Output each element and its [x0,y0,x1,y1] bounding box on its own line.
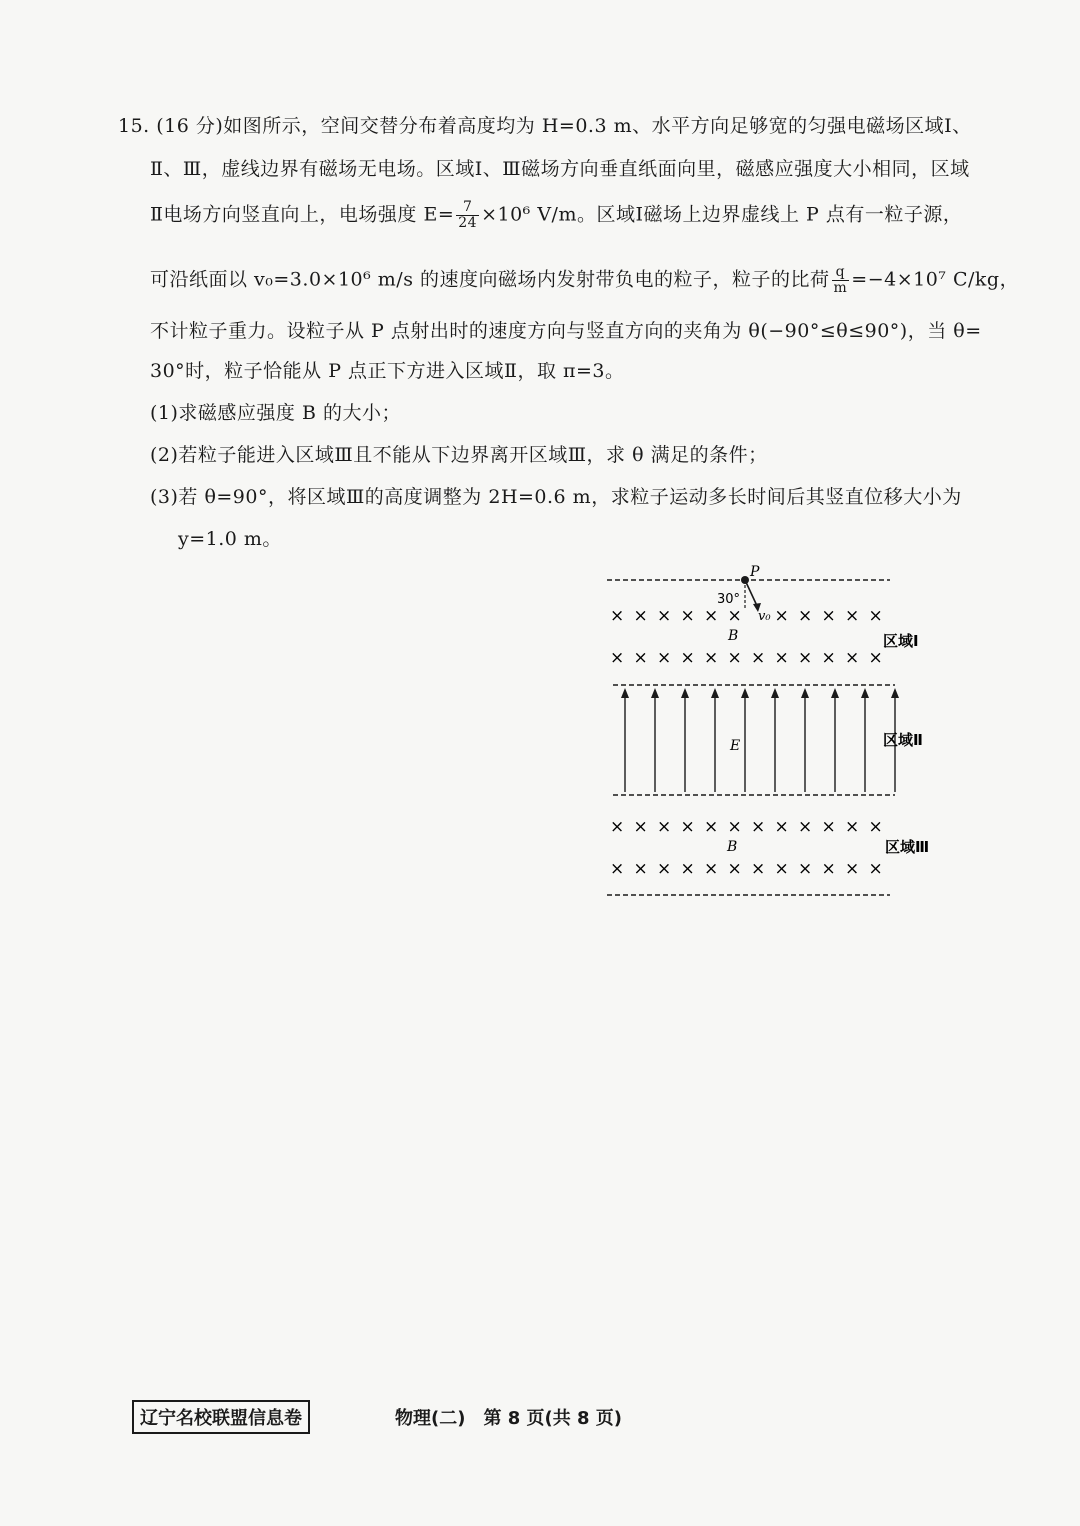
field-cross-mark: × [680,606,695,626]
field-cross-mark: × [727,817,742,837]
field-arrow-head [861,688,869,698]
label-e: E [730,738,741,754]
label-b-region-1: B [728,628,739,644]
magnetic-field-row-4 [610,859,883,879]
label-region-1: 区域Ⅰ [883,632,919,650]
field-cross-mark: × [727,859,742,879]
question-3-continued: y=1.0 m。 [178,528,282,550]
field-cross-mark: × [680,817,695,837]
field-cross-mark: × [633,648,648,668]
field-cross-mark: × [680,648,695,668]
field-cross-mark: × [633,606,648,626]
field-arrow-head [681,688,689,698]
field-cross-mark: × [657,648,672,668]
field-cross-mark: × [774,648,789,668]
field-arrow-head [891,688,899,698]
fraction-qm-numerator: q [832,265,850,281]
label-angle: 30° [717,592,741,607]
field-cross-mark: × [821,648,836,668]
problem-line-6: 30°时，粒子恰能从 P 点正下方进入区域Ⅱ，取 π=3。 [150,360,625,382]
field-cross-mark: × [657,859,672,879]
fraction-qm-denominator: m [833,280,848,296]
field-cross-mark: × [704,606,719,626]
field-arrow-head [771,688,779,698]
fraction-e [456,200,479,231]
field-cross-mark: × [751,817,766,837]
label-p: P [750,564,760,580]
problem-line-3-end: ×10⁶ V/m。区域Ⅰ磁场上边界虚线上 P 点有一粒子源， [481,203,963,226]
field-cross-mark: × [680,859,695,879]
field-cross-mark: × [633,817,648,837]
magnetic-field-row-3 [610,817,883,837]
field-cross-mark: × [774,606,789,626]
label-b-region-3: B [727,839,738,855]
problem-line-4-start: 可沿纸面以 v₀=3.0×10⁶ m/s 的速度向磁场内发射带负电的粒子，粒子的比荷 [150,268,830,291]
problem-line-5: 不计粒子重力。设粒子从 P 点射出时的速度方向与竖直方向的夹角为 θ(−90°≤θ≤90°)，当 θ= [150,320,982,342]
field-cross-mark: × [610,859,625,879]
field-cross-mark: × [704,859,719,879]
field-cross-mark: × [610,606,625,626]
fraction-e-numerator: 7 [456,200,479,216]
fraction-e-denominator: 24 [458,215,478,231]
problem-line-3 [150,200,962,231]
magnetic-field-row-1 [610,606,883,626]
field-arrow-head [651,688,659,698]
field-cross-mark: × [751,859,766,879]
question-2: (2)若粒子能进入区域Ⅲ且不能从下边界离开区域Ⅲ，求 θ 满足的条件； [150,444,768,466]
field-cross-mark: × [868,648,883,668]
field-cross-mark: × [821,859,836,879]
field-cross-mark: × [845,859,860,879]
field-cross-mark: × [704,648,719,668]
field-cross-mark: × [868,606,883,626]
label-region-3: 区域Ⅲ [885,838,930,856]
field-cross-mark: × [798,859,813,879]
field-cross-mark: × [868,817,883,837]
field-cross-mark: × [798,606,813,626]
field-diagram [595,560,945,910]
label-v0: v₀ [758,609,771,624]
footer-series-box: 辽宁名校联盟信息卷 [132,1400,310,1434]
fraction-qm [832,265,850,296]
problem-line-3-start: Ⅱ电场方向竖直向上，电场强度 E= [150,203,455,226]
field-arrow-head [801,688,809,698]
field-cross-mark: × [845,817,860,837]
problem-line-1: 15. (16 分)如图所示，空间交替分布着高度均为 H=0.3 m、水平方向足够宽的匀强电磁场区域Ⅰ、 [118,115,972,137]
field-cross-mark: × [751,648,766,668]
magnetic-field-row-2 [610,648,883,668]
field-cross-mark: × [657,817,672,837]
field-cross-mark: × [845,648,860,668]
footer-page-info: 物理(二) 第 8 页(共 8 页) [395,1408,623,1429]
label-region-2: 区域Ⅱ [883,731,923,749]
field-cross-mark: × [774,817,789,837]
field-cross-mark: × [845,606,860,626]
field-cross-mark: × [868,859,883,879]
field-arrow-head [621,688,629,698]
field-arrow-head [741,688,749,698]
field-cross-mark: × [774,859,789,879]
electric-field-arrows [621,688,899,792]
field-cross-mark: × [704,817,719,837]
field-cross-mark: × [633,859,648,879]
field-cross-mark: × [798,648,813,668]
field-cross-mark: × [798,817,813,837]
field-cross-mark: × [821,817,836,837]
field-cross-mark: × [610,817,625,837]
problem-line-4-end: =−4×10⁷ C/kg， [851,268,1020,291]
problem-line-4 [150,265,1019,296]
field-cross-mark: × [610,648,625,668]
problem-line-2: Ⅱ、Ⅲ，虚线边界有磁场无电场。区域Ⅰ、Ⅲ磁场方向垂直纸面向里，磁感应强度大小相同，区域 [150,158,970,180]
field-cross-mark: × [727,606,742,626]
field-arrow-head [831,688,839,698]
field-cross-mark: × [657,606,672,626]
field-cross-mark: × [821,606,836,626]
question-3: (3)若 θ=90°，将区域Ⅲ的高度调整为 2H=0.6 m，求粒子运动多长时间后其竖直位移大小为 [150,486,962,508]
field-arrow-head [711,688,719,698]
question-1: (1)求磁感应强度 B 的大小； [150,402,401,424]
field-cross-mark: × [727,648,742,668]
